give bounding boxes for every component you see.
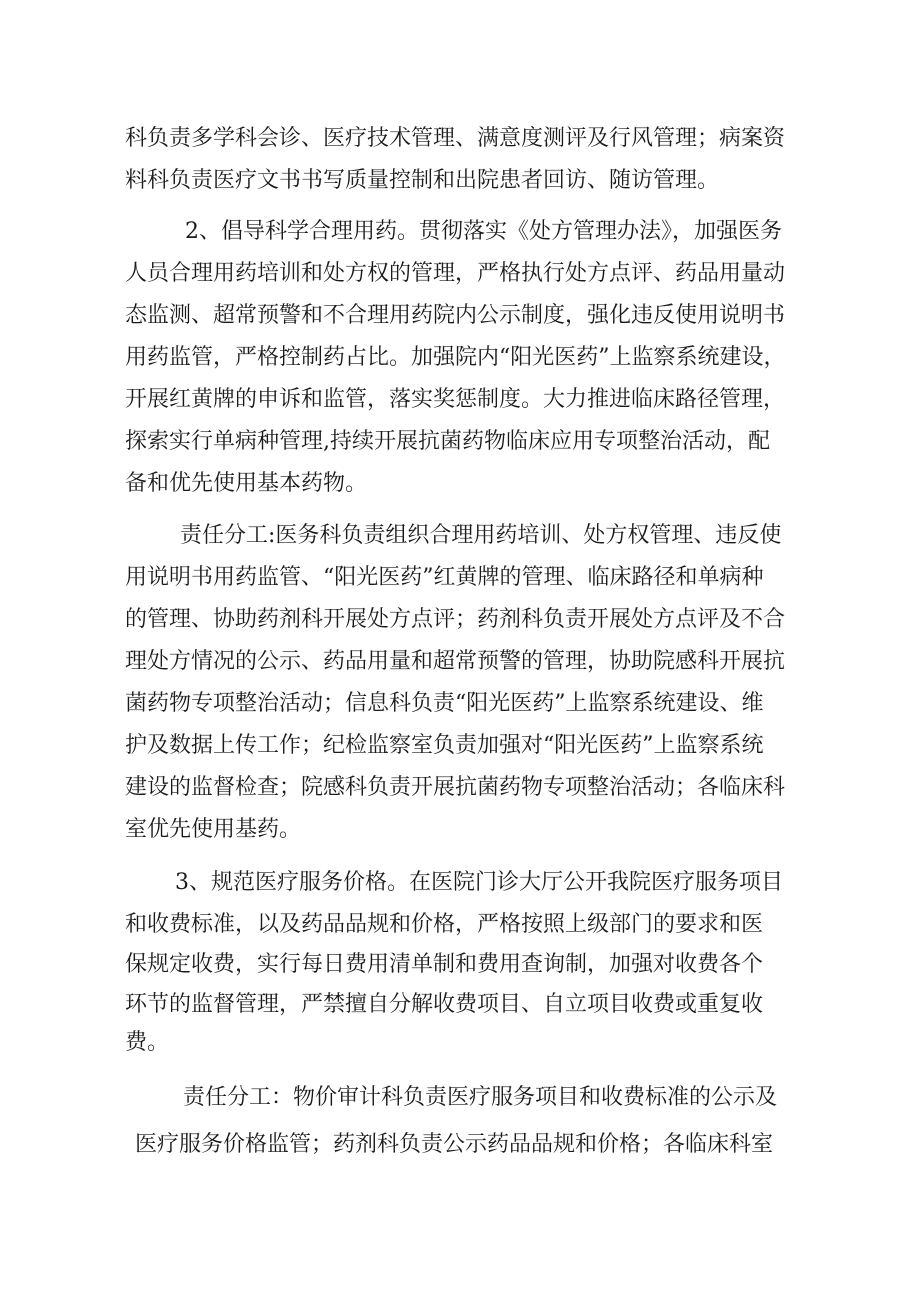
text-line: 理处方情况的公示、药品用量和超常预警的管理，协助院感科开展抗 [125, 649, 786, 674]
text-line: 和收费标准，以及药品品规和价格，严格按照上级部门的要求和医 [125, 912, 764, 937]
text-line: 保规定收费，实行每日费用清单制和费用查询制，加强对收费各个 [125, 952, 764, 977]
text-line: 探索实行单病种管理,持续开展抗菌药物临床应用专项整治活动，配 [125, 429, 770, 454]
text-line: 态监测、超常预警和不合理用药院内公示制度，强化违反使用说明书 [125, 303, 786, 328]
text-line: 3、规范医疗服务价格。在医院门诊大厅公开我院医疗服务项目 [175, 870, 783, 895]
text-line: 备和优先使用基本药物。 [125, 471, 368, 496]
text-line: 菌药物专项整治活动；信息科负责“阳光医药”上监察系统建设、维 [125, 691, 764, 716]
text-line: 费。 [125, 1030, 170, 1055]
text-line: 责任分工:医务科负责组织合理用药培训、处方权管理、违反使 [180, 523, 782, 548]
text-line: 料科负责医疗文书书写质量控制和出院患者回访、随访管理。 [125, 168, 720, 193]
text-line: 用药监管，严格控制药占比。加强院内“阳光医药”上监察系统建设， [125, 345, 786, 370]
text-line: 用说明书用药监管、“阳光医药”红黄牌的管理、临床路径和单病种 [125, 565, 764, 590]
text-line: 医疗服务价格监管；药剂科负责公示药品品规和价格；各临床科室 [135, 1132, 774, 1157]
text-line: 2、倡导科学合理用药。贯彻落实《处方管理办法》，加强医务 [185, 219, 782, 244]
text-line: 科负责多学科会诊、医疗技术管理、满意度测评及行风管理；病案资 [125, 126, 786, 151]
text-line: 开展红黄牌的申诉和监管，落实奖惩制度。大力推进临床路径管理， [125, 387, 786, 412]
text-line: 环节的监督管理，严禁擅自分解收费项目、自立项目收费或重复收 [125, 992, 764, 1017]
text-line: 护及数据上传工作；纪检监察室负责加强对“阳光医药”上监察系统 [125, 733, 764, 758]
text-line: 建设的监督检查；院感科负责开展抗菌药物专项整治活动；各临床科 [125, 775, 786, 800]
text-line: 的管理、协助药剂科开展处方点评；药剂科负责开展处方点评及不合 [125, 607, 786, 632]
text-line: 人员合理用药培训和处方权的管理，严格执行处方点评、药品用量动 [125, 261, 786, 286]
text-line: 责任分工：物价审计科负责医疗服务项目和收费标准的公示及 [183, 1085, 778, 1110]
text-line: 室优先使用基药。 [125, 817, 302, 842]
